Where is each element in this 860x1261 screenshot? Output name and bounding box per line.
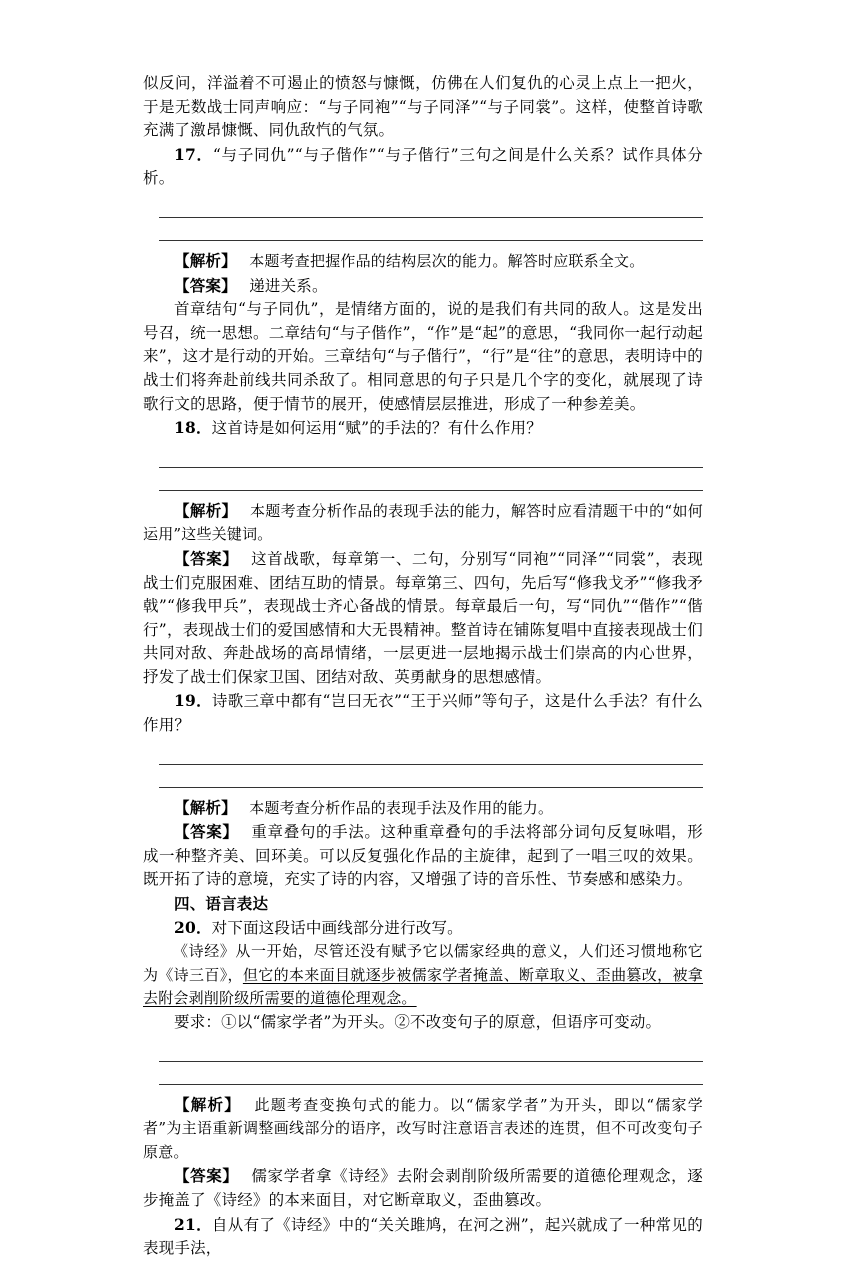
analysis-text: 本题考查分析作品的表现手法及作用的能力。 [249, 798, 554, 817]
answer-line [159, 445, 703, 468]
answer-lines [143, 441, 703, 499]
analysis-18 [143, 499, 703, 547]
answer-line [159, 1062, 703, 1085]
analysis-19 [143, 796, 703, 821]
analysis-text: 此题考查变换句式的能力。以“儒家学者”为开头，即以“儒家学者”为主语重新调整画线部分的语序，改写时注意语言表述的连贯，但不可改变句子原意。 [143, 1095, 703, 1161]
question-text: 这首诗是如何运用“赋”的手法的？有什么作用？ [211, 419, 542, 438]
answer-line [159, 218, 703, 241]
answer-lines [143, 1035, 703, 1093]
question-text: 诗歌三章中都有“岂曰无衣”“王于兴师”等句子，这是什么手法？有什么作用？ [143, 692, 703, 735]
question-number: 20． [174, 917, 212, 937]
question-18 [143, 416, 703, 441]
answer-20 [143, 1164, 703, 1212]
question-20 [143, 916, 703, 941]
analysis-text: 本题考查分析作品的表现手法的能力，解答时应看清题干中的“如何运用”这些关键词。 [143, 501, 703, 544]
answer-label: 【答案】 [174, 822, 239, 842]
answer-text: 重章叠句的手法。这种重章叠句的手法将部分词句反复咏唱，形成一种整齐美、回环美。可以反复强化作品的主旋律，起到了一唱三叹的效果。既开拓了诗的意境，充实了诗的内容，又增强了诗的音乐性、节奏感和感染力。 [143, 823, 703, 889]
question-19 [143, 689, 703, 737]
question-text: 自从有了《诗经》中的“关关雎鸠，在河之洲”，起兴就成了一种常见的表现手法， [143, 1215, 703, 1258]
analysis-label: 【解析】 [174, 500, 238, 520]
answer-text: 这首战歌，每章第一、二句，分别写“同袍”“同泽”“同裳”，表现战士们克服困难、团结互助的情景。每章第三、四句，先后写“修我戈矛”“修我矛戟”“修我甲兵”，表现战士齐心备战的情景。每章最后一句，写“同仇”“偕作”“偕行”，表现战士们的爱国感情和大无畏精神。整首诗在铺陈复唱中直接表现战士们共同对敌、奔赴战场的高昂情绪，一层更进一层地揭示战士们崇高的内心世界，抒发了战士们保家卫国、团结对敌、英勇献身的思想感情。 [143, 549, 703, 686]
answer-line [159, 765, 703, 788]
answer-19 [143, 820, 703, 892]
answer-label: 【答案】 [174, 275, 237, 295]
answer-lines [143, 738, 703, 796]
question-number: 18． [174, 418, 212, 438]
analysis-label: 【解析】 [174, 250, 237, 270]
question-17 [143, 143, 703, 191]
passage-underlined: 但它的本来面目就逐步被儒家学者掩盖、断章取义、歪曲篡改，被拿去附会剥削阶级所需要的道德伦理观念。 [143, 965, 703, 1008]
answer-text: 递进关系。 [249, 276, 328, 295]
answer-line [159, 1039, 703, 1062]
answer-line [159, 195, 703, 218]
question-number: 21． [174, 1214, 212, 1234]
section-title: 四、语言表达 [174, 894, 269, 914]
passage-20 [143, 940, 703, 1011]
analysis-17 [143, 249, 703, 274]
question-text: “与子同仇”“与子偕作”“与子偕行”三句之间是什么关系？试作具体分析。 [143, 145, 703, 188]
analysis-20 [143, 1093, 703, 1165]
passage-plain: 《诗经》从一开始，尽管还没有赋予它以儒家经典的意义，人们还习惯地称它为《诗三百》， [143, 942, 703, 984]
question-number: 19． [174, 691, 212, 711]
requirement-20: 要求：①以“儒家学者”为开头。②不改变句子的原意，但语序可变动。 [174, 1013, 662, 1031]
answer-line [159, 742, 703, 765]
answer-text: 儒家学者拿《诗经》去附会剥削阶级所需要的道德伦理观念，逐步掩盖了《诗经》的本来面目，对它断章取义，歪曲篡改。 [143, 1167, 703, 1209]
question-number: 17． [174, 144, 213, 164]
answer-17 [143, 274, 703, 299]
question-text: 对下面这段话中画线部分进行改写。 [211, 918, 463, 937]
analysis-label: 【解析】 [174, 1094, 242, 1114]
answer-lines [143, 191, 703, 249]
analysis-text: 本题考查把握作品的结构层次的能力。解答时应联系全文。 [249, 251, 645, 270]
answer-label: 【答案】 [174, 548, 239, 568]
answer-18 [143, 547, 703, 690]
question-21 [143, 1213, 703, 1261]
document-page [143, 72, 703, 1261]
analysis-label: 【解析】 [174, 797, 237, 817]
answer-label: 【答案】 [174, 1166, 239, 1186]
answer-17-detail: 首章结句“与子同仇”，是情绪方面的，说的是我们有共同的敌人。这是发出号召，统一思想。二章结句“与子偕作”，“作”是“起”的意思，“我同你一起行动起来”，这才是行动的开始。三章结句“与子偕行”，“行”是“往”的意思，表明诗中的战士们将奔赴前线共同杀敌了。相同意思的句子只是几个字的变化，就展现了诗歌行文的思路，便于情节的展开，使感情层层推进，形成了一种参差美。 [143, 300, 703, 413]
answer-line [159, 468, 703, 491]
intro-paragraph: 似反问，洋溢着不可遏止的愤怒与慷慨，仿佛在人们复仇的心灵上点上一把火，于是无数战士同声响应：“与子同袍”“与子同泽”“与子同裳”。这样，使整首诗歌充满了激昂慷慨、同仇敌忾的气氛。 [143, 74, 703, 140]
